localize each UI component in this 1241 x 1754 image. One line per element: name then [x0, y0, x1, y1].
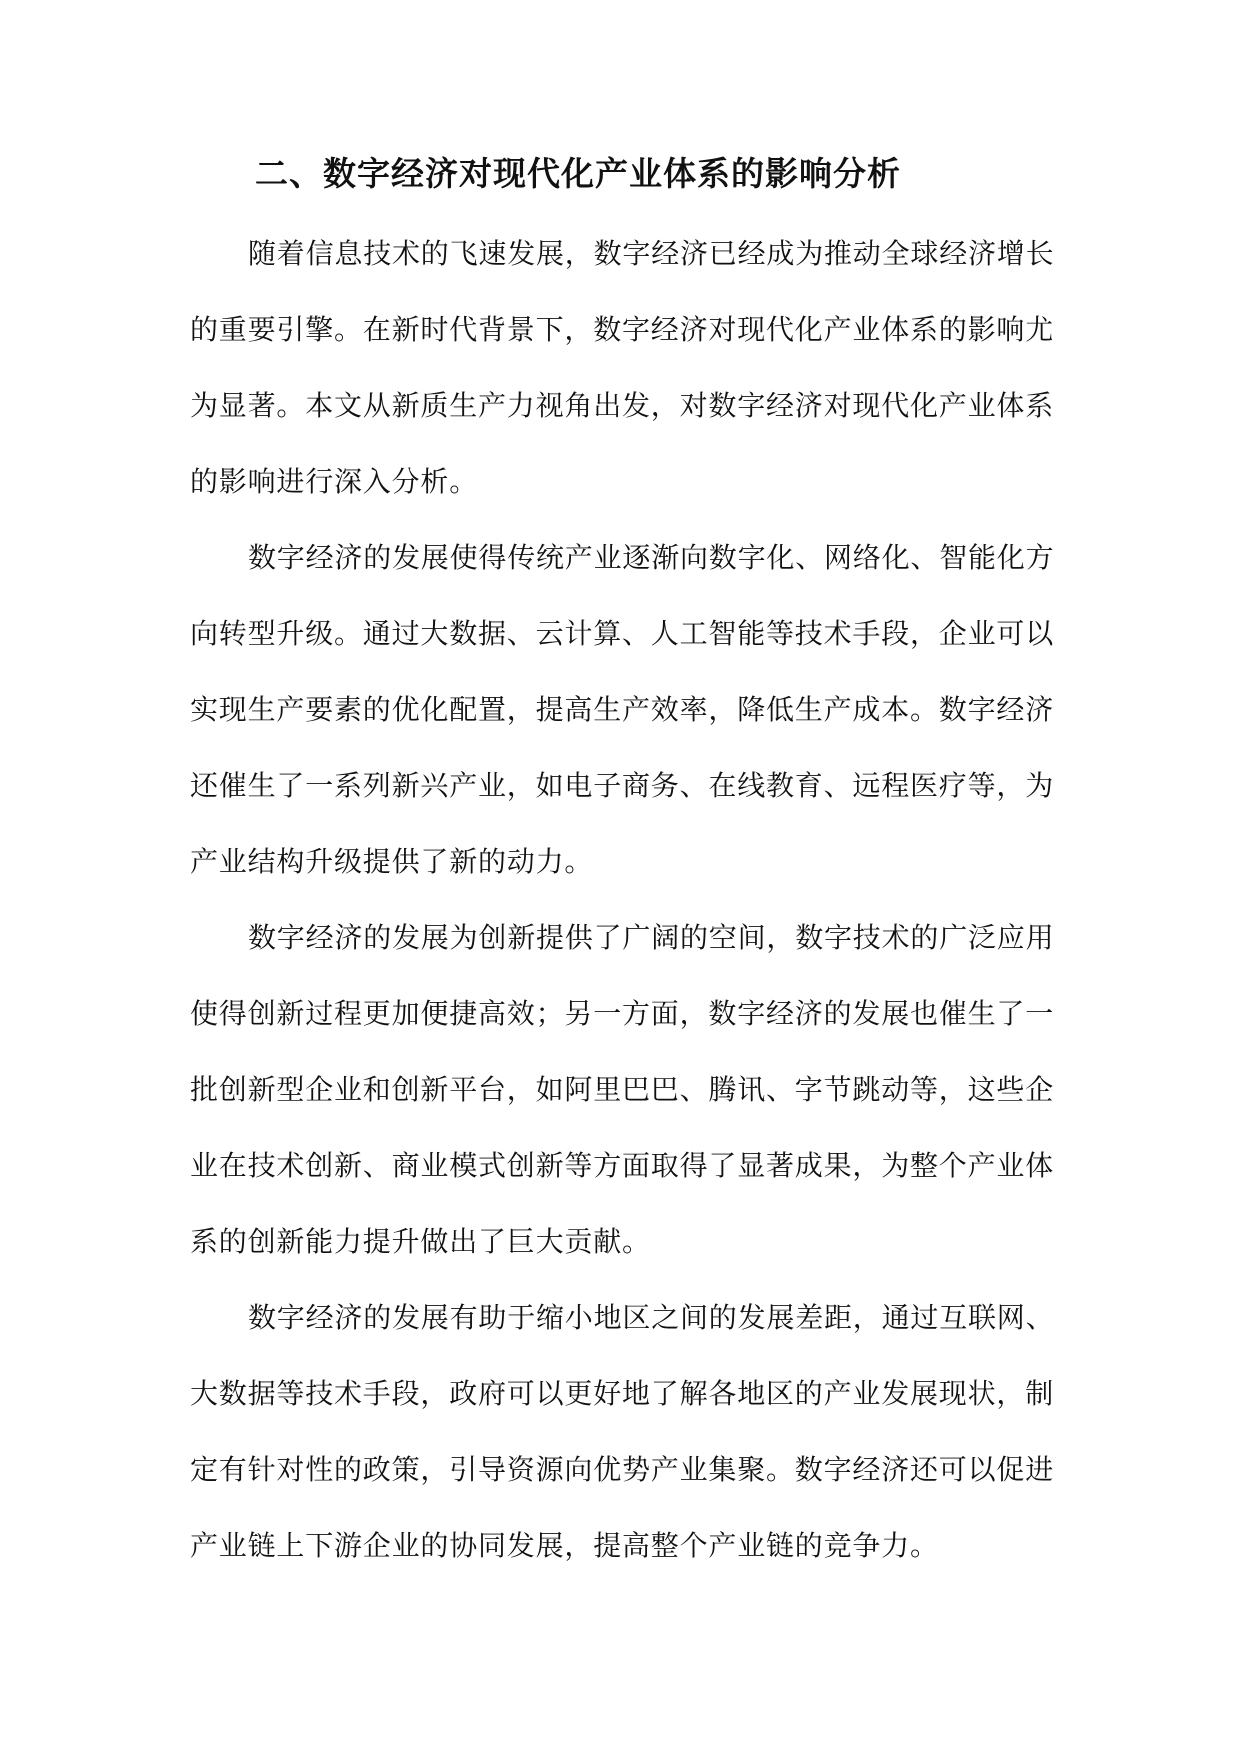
- paragraph-4: [190, 1292, 1090, 1596]
- paragraph-line: 系的创新能力提升做出了巨大贡献。: [190, 1225, 651, 1258]
- paragraph-line: 实现生产要素的优化配置，提高生产效率，降低生产成本。数字经济: [190, 693, 1055, 726]
- paragraph-line: 的重要引擎。在新时代背景下，数字经济对现代化产业体系的影响尤: [190, 313, 1055, 346]
- paragraph-line: 产业结构升级提供了新的动力。: [190, 845, 594, 878]
- paragraph-line: 数字经济的发展为创新提供了广阔的空间，数字技术的广泛应用: [248, 921, 1055, 954]
- paragraph-1: [190, 228, 1090, 532]
- section-heading: 二、数字经济对现代化产业体系的影响分析: [255, 154, 901, 193]
- paragraph-line: 产业链上下游企业的协同发展，提高整个产业链的竞争力。: [190, 1529, 939, 1562]
- paragraph-line: 定有针对性的政策，引导资源向优势产业集聚。数字经济还可以促进: [190, 1453, 1055, 1486]
- paragraph-line: 大数据等技术手段，政府可以更好地了解各地区的产业发展现状，制: [190, 1377, 1055, 1410]
- document-body: [190, 228, 1090, 1596]
- paragraph-line: 数字经济的发展使得传统产业逐渐向数字化、网络化、智能化方: [248, 541, 1055, 574]
- paragraph-line: 随着信息技术的飞速发展，数字经济已经成为推动全球经济增长: [248, 237, 1055, 270]
- paragraph-line: 数字经济的发展有助于缩小地区之间的发展差距，通过互联网、: [248, 1301, 1055, 1334]
- paragraph-line: 为显著。本文从新质生产力视角出发，对数字经济对现代化产业体系: [190, 389, 1055, 422]
- paragraph-line: 使得创新过程更加便捷高效；另一方面，数字经济的发展也催生了一: [190, 997, 1055, 1030]
- paragraph-line: 的影响进行深入分析。: [190, 465, 479, 498]
- paragraph-line: 批创新型企业和创新平台，如阿里巴巴、腾讯、字节跳动等，这些企: [190, 1073, 1055, 1106]
- paragraph-2: [190, 532, 1090, 912]
- paragraph-line: 业在技术创新、商业模式创新等方面取得了显著成果，为整个产业体: [190, 1149, 1055, 1182]
- paragraph-line: 向转型升级。通过大数据、云计算、人工智能等技术手段，企业可以: [190, 617, 1055, 650]
- paragraph-line: 还催生了一系列新兴产业，如电子商务、在线教育、远程医疗等，为: [190, 769, 1055, 802]
- paragraph-3: [190, 912, 1090, 1292]
